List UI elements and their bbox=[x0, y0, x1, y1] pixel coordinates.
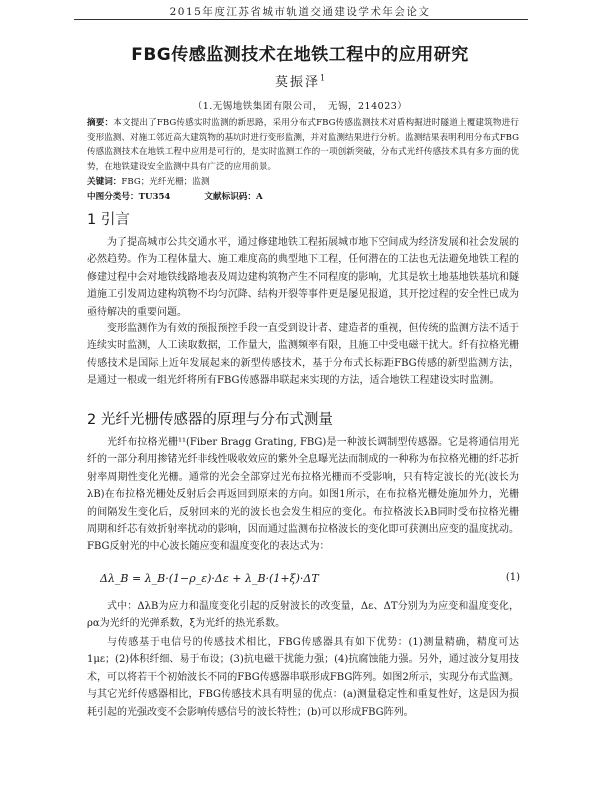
abstract bbox=[87, 116, 519, 174]
keywords-label: 关键词： bbox=[87, 177, 122, 187]
keywords-text: FBG；光纤光栅；监测 bbox=[121, 177, 210, 187]
header-rule bbox=[74, 19, 528, 20]
section-2-paragraph-1: 光纤布拉格光栅¹¹(Fiber Bragg Grating, FBG)是一种波长调制型传感器。它是将通信用光纤的一部分利用掺锗光纤非线性吸收效应的紫外全息曝光法而制成的一种称为布拉格光栅的纤芯折射率周期性变化光栅。通常的光会全部穿过光布拉格光栅而不受影响，只有特定波长的光(波长为λB)在布拉格光栅处反射后会再返回到原来的方向。如图1所示，在布拉格光栅处施加外力，光栅的间隔发生变化后，反射回来的光的波长也会发生相应的变化。布拉格波长λB同时受布拉格光栅周期和纤芯有效折射率扰动的影响，因而通过监测布拉格波长的变化即可获测出应变的温度扰动。FBG反射光的中心波长随应变和温度变化的表达式为： bbox=[87, 437, 519, 553]
classification bbox=[87, 190, 263, 202]
doc-code-value: A bbox=[255, 192, 263, 202]
equation-1 bbox=[100, 572, 520, 590]
clc-label: 中图分类号： bbox=[87, 192, 139, 202]
affiliation: （1.无锡地铁集团有限公司， 无锡，214023） bbox=[192, 101, 408, 112]
section-2-paragraph-3: 与传感基于电信号的传感技术相比，FBG传感器具有如下优势：(1)测量精确，精度可达1με；(2)体积纤细、易于布设；(3)抗电磁干扰能力强；(4)抗腐蚀能力强。另外，通过波分复用技术，可以将若干个初始波长不同的FBG传感器串联形成FBG阵列。如图2所示，实现分布式监测。与其它光纤传感器相比，FBG传感技术具有明显的优点：(a)测量稳定性和重复性好，这是因为损耗引起的光强改变不会影响传感信号的波长特性；(b)可以形成FBG阵列。 bbox=[87, 637, 519, 718]
keywords bbox=[87, 175, 209, 187]
author-line bbox=[0, 71, 600, 90]
doc-code-label: 文献标识码： bbox=[204, 192, 256, 202]
section-1-paragraph-1: 为了提高城市公共交通水平，通过修建地铁工程拓展城市地下空间成为经济发展和社会发展的必然趋势。作为工程体量大、施工难度高的典型地下工程，任何潜在的工法也无法避免地铁工程的修建过程中会对地铁线路地表及周边建构筑物产生不同程度的影响，尤其是软土地基地铁基坑和隧道施工引发周边建构筑物不均匀沉降、结构开裂等事件更是屡见报道，其开挖过程的安全性已成为亟待解决的重要问题。 bbox=[87, 237, 519, 318]
section-2-paragraph-2: 式中：ΔλB为应力和温度变化引起的反射波长的改变量，Δε、ΔT分别为为应变和温度变化，ρα为光纤的光弹系数，ξ为光纤的热光系数。 bbox=[87, 601, 519, 630]
abstract-text: 本文提出了FBG传感实时监测的新思路，采用分布式FBG传感监测技术对盾构掘进时隧道上覆建筑物进行变形监测、对施工邻近高大建筑物的基坑时进行变形监测，并对监测结果进行分析。监测结果表明利用分布式FBG传感监测技术在地铁工程中应用是可行的，是实时监测工作的一项创新突破，分布式光纤传感技术具有多方面的优势，在地铁建设安全监测中具有广泛的应用前景。 bbox=[87, 118, 519, 172]
clc-value: TU354 bbox=[138, 192, 171, 202]
equation-number: (1) bbox=[505, 572, 520, 583]
section-2-heading: 2 光纤光栅传感器的原理与分布式测量 bbox=[87, 412, 333, 428]
section-1-paragraph-2: 变形监测作为有效的预报预控手段一直受到设计者、建造者的重视，但传统的监测方法不适于连续实时监测，人工读取数据，工作量大，监测频率有限，且施工中受电磁干扰大。纤有拉格光栅传感技术是国际上近年发展起来的新型传感技术，基于分布式长标距FBG传感的新型监测方法，是通过一根或一组光纤将所有FBG传感器串联起来实现的方法，适合地铁工程建设实时监测。 bbox=[87, 323, 519, 387]
author-name: 莫振泽 bbox=[274, 75, 320, 90]
running-head: 2015年度江苏省城市轨道交通建设学术年会论文 bbox=[169, 6, 431, 18]
author-superscript: 1 bbox=[319, 73, 326, 83]
abstract-label: 摘要： bbox=[87, 118, 114, 128]
equation-text: Δλ_B = λ_B·(1−ρ_ε)·Δε + λ_B·(1+ξ)·ΔT bbox=[100, 572, 319, 585]
section-1-heading: 1 引言 bbox=[87, 212, 130, 228]
paper-title: FBG传感监测技术在地铁工程中的应用研究 bbox=[131, 45, 469, 65]
